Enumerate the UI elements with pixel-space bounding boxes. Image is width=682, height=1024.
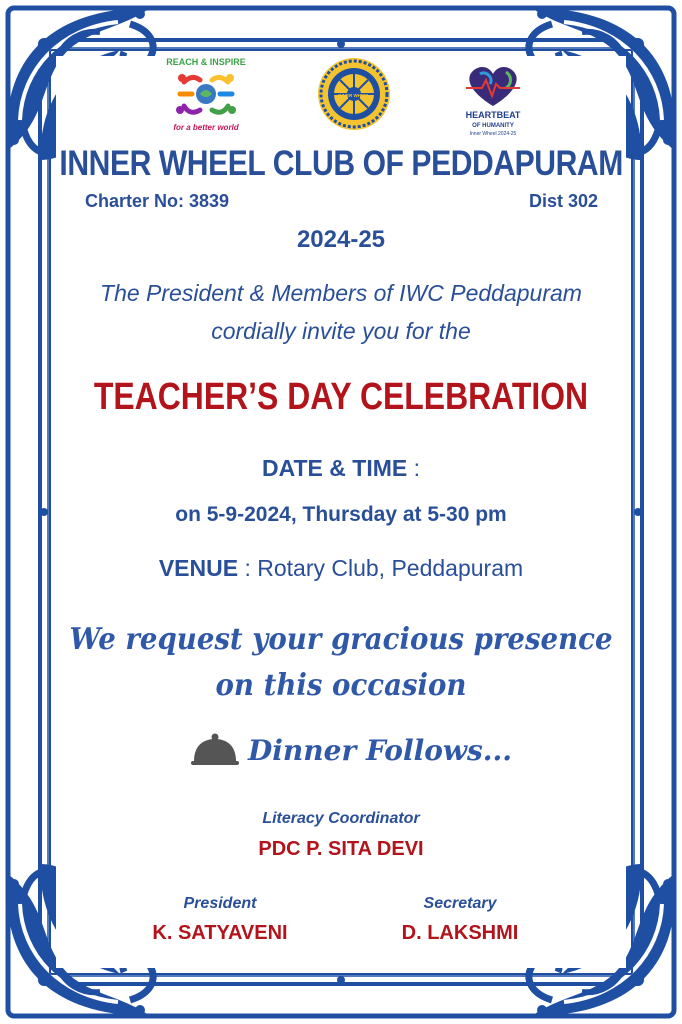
venue-separator: : [244,555,251,581]
date-time-label: DATE & TIME [261,455,408,481]
coordinator-role: Literacy Coordinator [262,810,420,827]
inner-wheel-emblem [316,56,392,132]
heartbeat-tagline: Inner Wheel 2024-25 [469,131,517,137]
logo-reach-tagline: for a better world [173,123,239,132]
invitation-line-1: The President & Members of IWC Peddapuram [100,280,582,306]
heartbeat-logo [450,58,536,138]
dinner-row [190,730,512,770]
president-name: K. SATYAVENI [152,922,288,944]
venue-value: Rotary Club, Peddapuram [257,555,524,581]
date-time-separator: : [413,455,420,481]
logo-reach-text: REACH & INSPIRE [166,57,246,67]
secretary-role: Secretary [423,895,497,912]
invitation-line-2: cordially invite you for the [211,318,471,344]
event-title: TEACHER’S DAY CELEBRATION [93,376,589,418]
request-line-2: on this occasion [215,668,467,703]
president-role: President [183,895,257,912]
heartbeat-subtitle: OF HUMANITY [472,123,514,129]
venue-row [0,555,682,582]
heartbeat-title: HEARTBEAT [465,110,521,120]
cloche-icon [190,731,240,769]
dinner-follows-text: Dinner Follows... [248,733,513,767]
emblem-text: INNER WHEEL [338,93,370,98]
venue-label: VENUE [158,555,239,581]
coordinator-name: PDC P. SITA DEVI [258,838,424,860]
district-number: Dist 302 [528,191,598,211]
year: 2024-25 [296,226,386,253]
charter-number: Charter No: 3839 [85,191,230,211]
date-time-value: on 5-9-2024, Thursday at 5-30 pm [175,503,507,526]
reach-inspire-logo [162,52,250,134]
secretary-name: D. LAKSHMI [401,922,519,944]
request-line-1: We request your gracious presence [69,622,613,657]
date-time-label-row [0,455,682,482]
club-name: INNER WHEEL CLUB OF PEDDAPURAM [59,144,623,183]
